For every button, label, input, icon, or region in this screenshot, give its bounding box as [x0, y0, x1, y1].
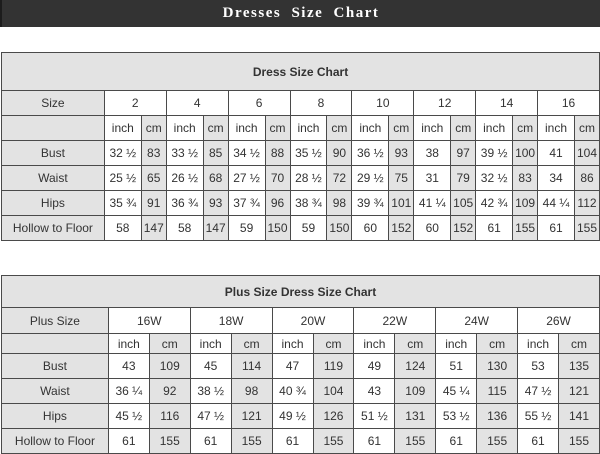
measurement-value: 32 ½ — [104, 141, 141, 166]
measurement-value: 155 — [395, 429, 436, 454]
unit-cell: inch — [518, 334, 559, 354]
measurement-value: 75 — [389, 166, 414, 191]
size-cell: 24W — [436, 308, 518, 334]
unit-cell: cm — [231, 334, 272, 354]
measurement-value: 58 — [104, 216, 141, 241]
unit-cell: inch — [104, 116, 141, 141]
unit-cell: inch — [190, 334, 231, 354]
measurement-value: 109 — [149, 354, 190, 379]
measurement-value: 152 — [389, 216, 414, 241]
measurement-value: 39 ¾ — [352, 191, 389, 216]
measurement-value: 155 — [231, 429, 272, 454]
measurement-value: 61 — [436, 429, 477, 454]
page-title: Dresses Size Chart — [222, 5, 380, 21]
measurement-value: 40 ¾ — [272, 379, 313, 404]
measurement-value: 33 ½ — [166, 141, 203, 166]
measurement-value: 109 — [513, 191, 538, 216]
measurement-value: 152 — [451, 216, 476, 241]
measurement-value: 155 — [513, 216, 538, 241]
size-cell: 2 — [104, 91, 166, 116]
measurement-value: 25 ½ — [104, 166, 141, 191]
measurement-value: 97 — [451, 141, 476, 166]
measurement-value: 116 — [149, 404, 190, 429]
measurement-value: 130 — [477, 354, 518, 379]
measurement-value: 60 — [352, 216, 389, 241]
measurement-value: 38 — [414, 141, 451, 166]
measurement-value: 58 — [166, 216, 203, 241]
unit-cell: cm — [559, 334, 600, 354]
unit-cell: cm — [395, 334, 436, 354]
unit-cell: inch — [354, 334, 395, 354]
measurement-value: 119 — [313, 354, 354, 379]
size-cell: 4 — [166, 91, 228, 116]
measurement-label: Hips — [2, 404, 109, 429]
unit-cell: cm — [327, 116, 352, 141]
size-cell: 12 — [414, 91, 476, 116]
measurement-value: 100 — [513, 141, 538, 166]
measurement-value: 43 — [354, 379, 395, 404]
measurement-value: 115 — [477, 379, 518, 404]
size-cell: 10 — [352, 91, 414, 116]
measurement-value: 88 — [265, 141, 290, 166]
unit-cell: cm — [574, 116, 599, 141]
measurement-value: 43 — [108, 354, 149, 379]
measurement-value: 70 — [265, 166, 290, 191]
measurement-value: 35 ½ — [290, 141, 327, 166]
measurement-value: 155 — [313, 429, 354, 454]
measurement-value: 27 ½ — [228, 166, 265, 191]
size-cell: 22W — [354, 308, 436, 334]
measurement-value: 29 ½ — [352, 166, 389, 191]
measurement-value: 86 — [574, 166, 599, 191]
measurement-value: 51 — [436, 354, 477, 379]
measurement-value: 36 ¾ — [166, 191, 203, 216]
unit-cell: inch — [108, 334, 149, 354]
size-cell: 16W — [108, 308, 190, 334]
measurement-value: 47 ½ — [518, 379, 559, 404]
measurement-value: 34 ½ — [228, 141, 265, 166]
measurement-value: 49 ½ — [272, 404, 313, 429]
measurement-value: 65 — [141, 166, 166, 191]
measurement-value: 93 — [203, 191, 228, 216]
unit-cell: cm — [203, 116, 228, 141]
measurement-value: 51 ½ — [354, 404, 395, 429]
measurement-value: 141 — [559, 404, 600, 429]
measurement-value: 126 — [313, 404, 354, 429]
measurement-value: 131 — [395, 404, 436, 429]
unit-cell: cm — [477, 334, 518, 354]
measurement-value: 98 — [327, 191, 352, 216]
measurement-value: 45 ½ — [108, 404, 149, 429]
measurement-value: 61 — [354, 429, 395, 454]
measurement-value: 104 — [574, 141, 599, 166]
measurement-value: 93 — [389, 141, 414, 166]
size-label-cell: Plus Size — [2, 308, 109, 334]
size-cell: 14 — [476, 91, 538, 116]
unit-cell: inch — [290, 116, 327, 141]
size-label-cell: Size — [2, 91, 105, 116]
measurement-value: 98 — [231, 379, 272, 404]
measurement-value: 35 ¾ — [104, 191, 141, 216]
measurement-value: 155 — [574, 216, 599, 241]
measurement-label: Hips — [2, 191, 105, 216]
measurement-value: 92 — [149, 379, 190, 404]
size-cell: 16 — [538, 91, 600, 116]
measurement-value: 68 — [203, 166, 228, 191]
measurement-value: 147 — [203, 216, 228, 241]
table-title: Plus Size Dress Size Chart — [2, 276, 600, 308]
measurement-value: 101 — [389, 191, 414, 216]
measurement-value: 155 — [149, 429, 190, 454]
plus-size-dress-size-chart-table — [1, 275, 600, 454]
measurement-value: 41 — [538, 141, 575, 166]
measurement-label: Hollow to Floor — [2, 216, 105, 241]
unit-cell: cm — [149, 334, 190, 354]
measurement-value: 135 — [559, 354, 600, 379]
measurement-value: 38 ½ — [190, 379, 231, 404]
size-cell: 8 — [290, 91, 352, 116]
measurement-value: 47 ½ — [190, 404, 231, 429]
measurement-value: 105 — [451, 191, 476, 216]
measurement-value: 44 ¼ — [538, 191, 575, 216]
measurement-value: 38 ¾ — [290, 191, 327, 216]
measurement-label: Bust — [2, 141, 105, 166]
measurement-value: 79 — [451, 166, 476, 191]
measurement-value: 83 — [513, 166, 538, 191]
measurement-value: 61 — [538, 216, 575, 241]
measurement-value: 96 — [265, 191, 290, 216]
measurement-value: 41 ¼ — [414, 191, 451, 216]
measurement-value: 36 ½ — [352, 141, 389, 166]
page-header-bar — [0, 0, 600, 27]
measurement-value: 83 — [141, 141, 166, 166]
measurement-value: 34 — [538, 166, 575, 191]
measurement-value: 147 — [141, 216, 166, 241]
unit-cell: inch — [352, 116, 389, 141]
measurement-label: Hollow to Floor — [2, 429, 109, 454]
unit-cell: cm — [141, 116, 166, 141]
plus-size-dress-size-chart — [0, 275, 600, 454]
measurement-value: 121 — [231, 404, 272, 429]
unit-cell: inch — [538, 116, 575, 141]
unit-cell: cm — [313, 334, 354, 354]
unit-cell: cm — [451, 116, 476, 141]
dress-size-chart-table — [1, 52, 600, 241]
unit-cell: cm — [513, 116, 538, 141]
measurement-value: 28 ½ — [290, 166, 327, 191]
measurement-value: 39 ½ — [476, 141, 513, 166]
measurement-value: 49 — [354, 354, 395, 379]
measurement-value: 31 — [414, 166, 451, 191]
measurement-value: 121 — [559, 379, 600, 404]
measurement-value: 112 — [574, 191, 599, 216]
measurement-value: 26 ½ — [166, 166, 203, 191]
measurement-value: 60 — [414, 216, 451, 241]
unit-cell: inch — [272, 334, 313, 354]
measurement-value: 85 — [203, 141, 228, 166]
measurement-value: 45 — [190, 354, 231, 379]
corner-cell — [2, 334, 109, 354]
measurement-value: 104 — [313, 379, 354, 404]
measurement-value: 61 — [190, 429, 231, 454]
size-cell: 26W — [518, 308, 600, 334]
unit-cell: inch — [228, 116, 265, 141]
unit-cell: inch — [414, 116, 451, 141]
measurement-label: Waist — [2, 166, 105, 191]
dress-size-chart — [0, 52, 600, 241]
measurement-value: 150 — [327, 216, 352, 241]
measurement-value: 114 — [231, 354, 272, 379]
measurement-value: 32 ½ — [476, 166, 513, 191]
measurement-label: Waist — [2, 379, 109, 404]
size-cell: 20W — [272, 308, 354, 334]
unit-cell: inch — [166, 116, 203, 141]
measurement-value: 91 — [141, 191, 166, 216]
table-title: Dress Size Chart — [2, 53, 600, 91]
measurement-value: 155 — [559, 429, 600, 454]
unit-cell: cm — [389, 116, 414, 141]
measurement-value: 109 — [395, 379, 436, 404]
measurement-value: 45 ¼ — [436, 379, 477, 404]
size-cell: 18W — [190, 308, 272, 334]
measurement-value: 72 — [327, 166, 352, 191]
measurement-value: 59 — [228, 216, 265, 241]
measurement-value: 124 — [395, 354, 436, 379]
measurement-value: 61 — [476, 216, 513, 241]
measurement-value: 36 ¼ — [108, 379, 149, 404]
measurement-value: 42 ¾ — [476, 191, 513, 216]
measurement-value: 150 — [265, 216, 290, 241]
measurement-value: 61 — [108, 429, 149, 454]
measurement-value: 53 ½ — [436, 404, 477, 429]
measurement-value: 136 — [477, 404, 518, 429]
unit-cell: cm — [265, 116, 290, 141]
unit-cell: inch — [476, 116, 513, 141]
measurement-value: 155 — [477, 429, 518, 454]
corner-cell — [2, 116, 105, 141]
size-cell: 6 — [228, 91, 290, 116]
measurement-value: 55 ½ — [518, 404, 559, 429]
measurement-value: 47 — [272, 354, 313, 379]
measurement-value: 90 — [327, 141, 352, 166]
measurement-value: 59 — [290, 216, 327, 241]
measurement-value: 61 — [272, 429, 313, 454]
measurement-label: Bust — [2, 354, 109, 379]
measurement-value: 61 — [518, 429, 559, 454]
measurement-value: 53 — [518, 354, 559, 379]
measurement-value: 37 ¾ — [228, 191, 265, 216]
unit-cell: inch — [436, 334, 477, 354]
